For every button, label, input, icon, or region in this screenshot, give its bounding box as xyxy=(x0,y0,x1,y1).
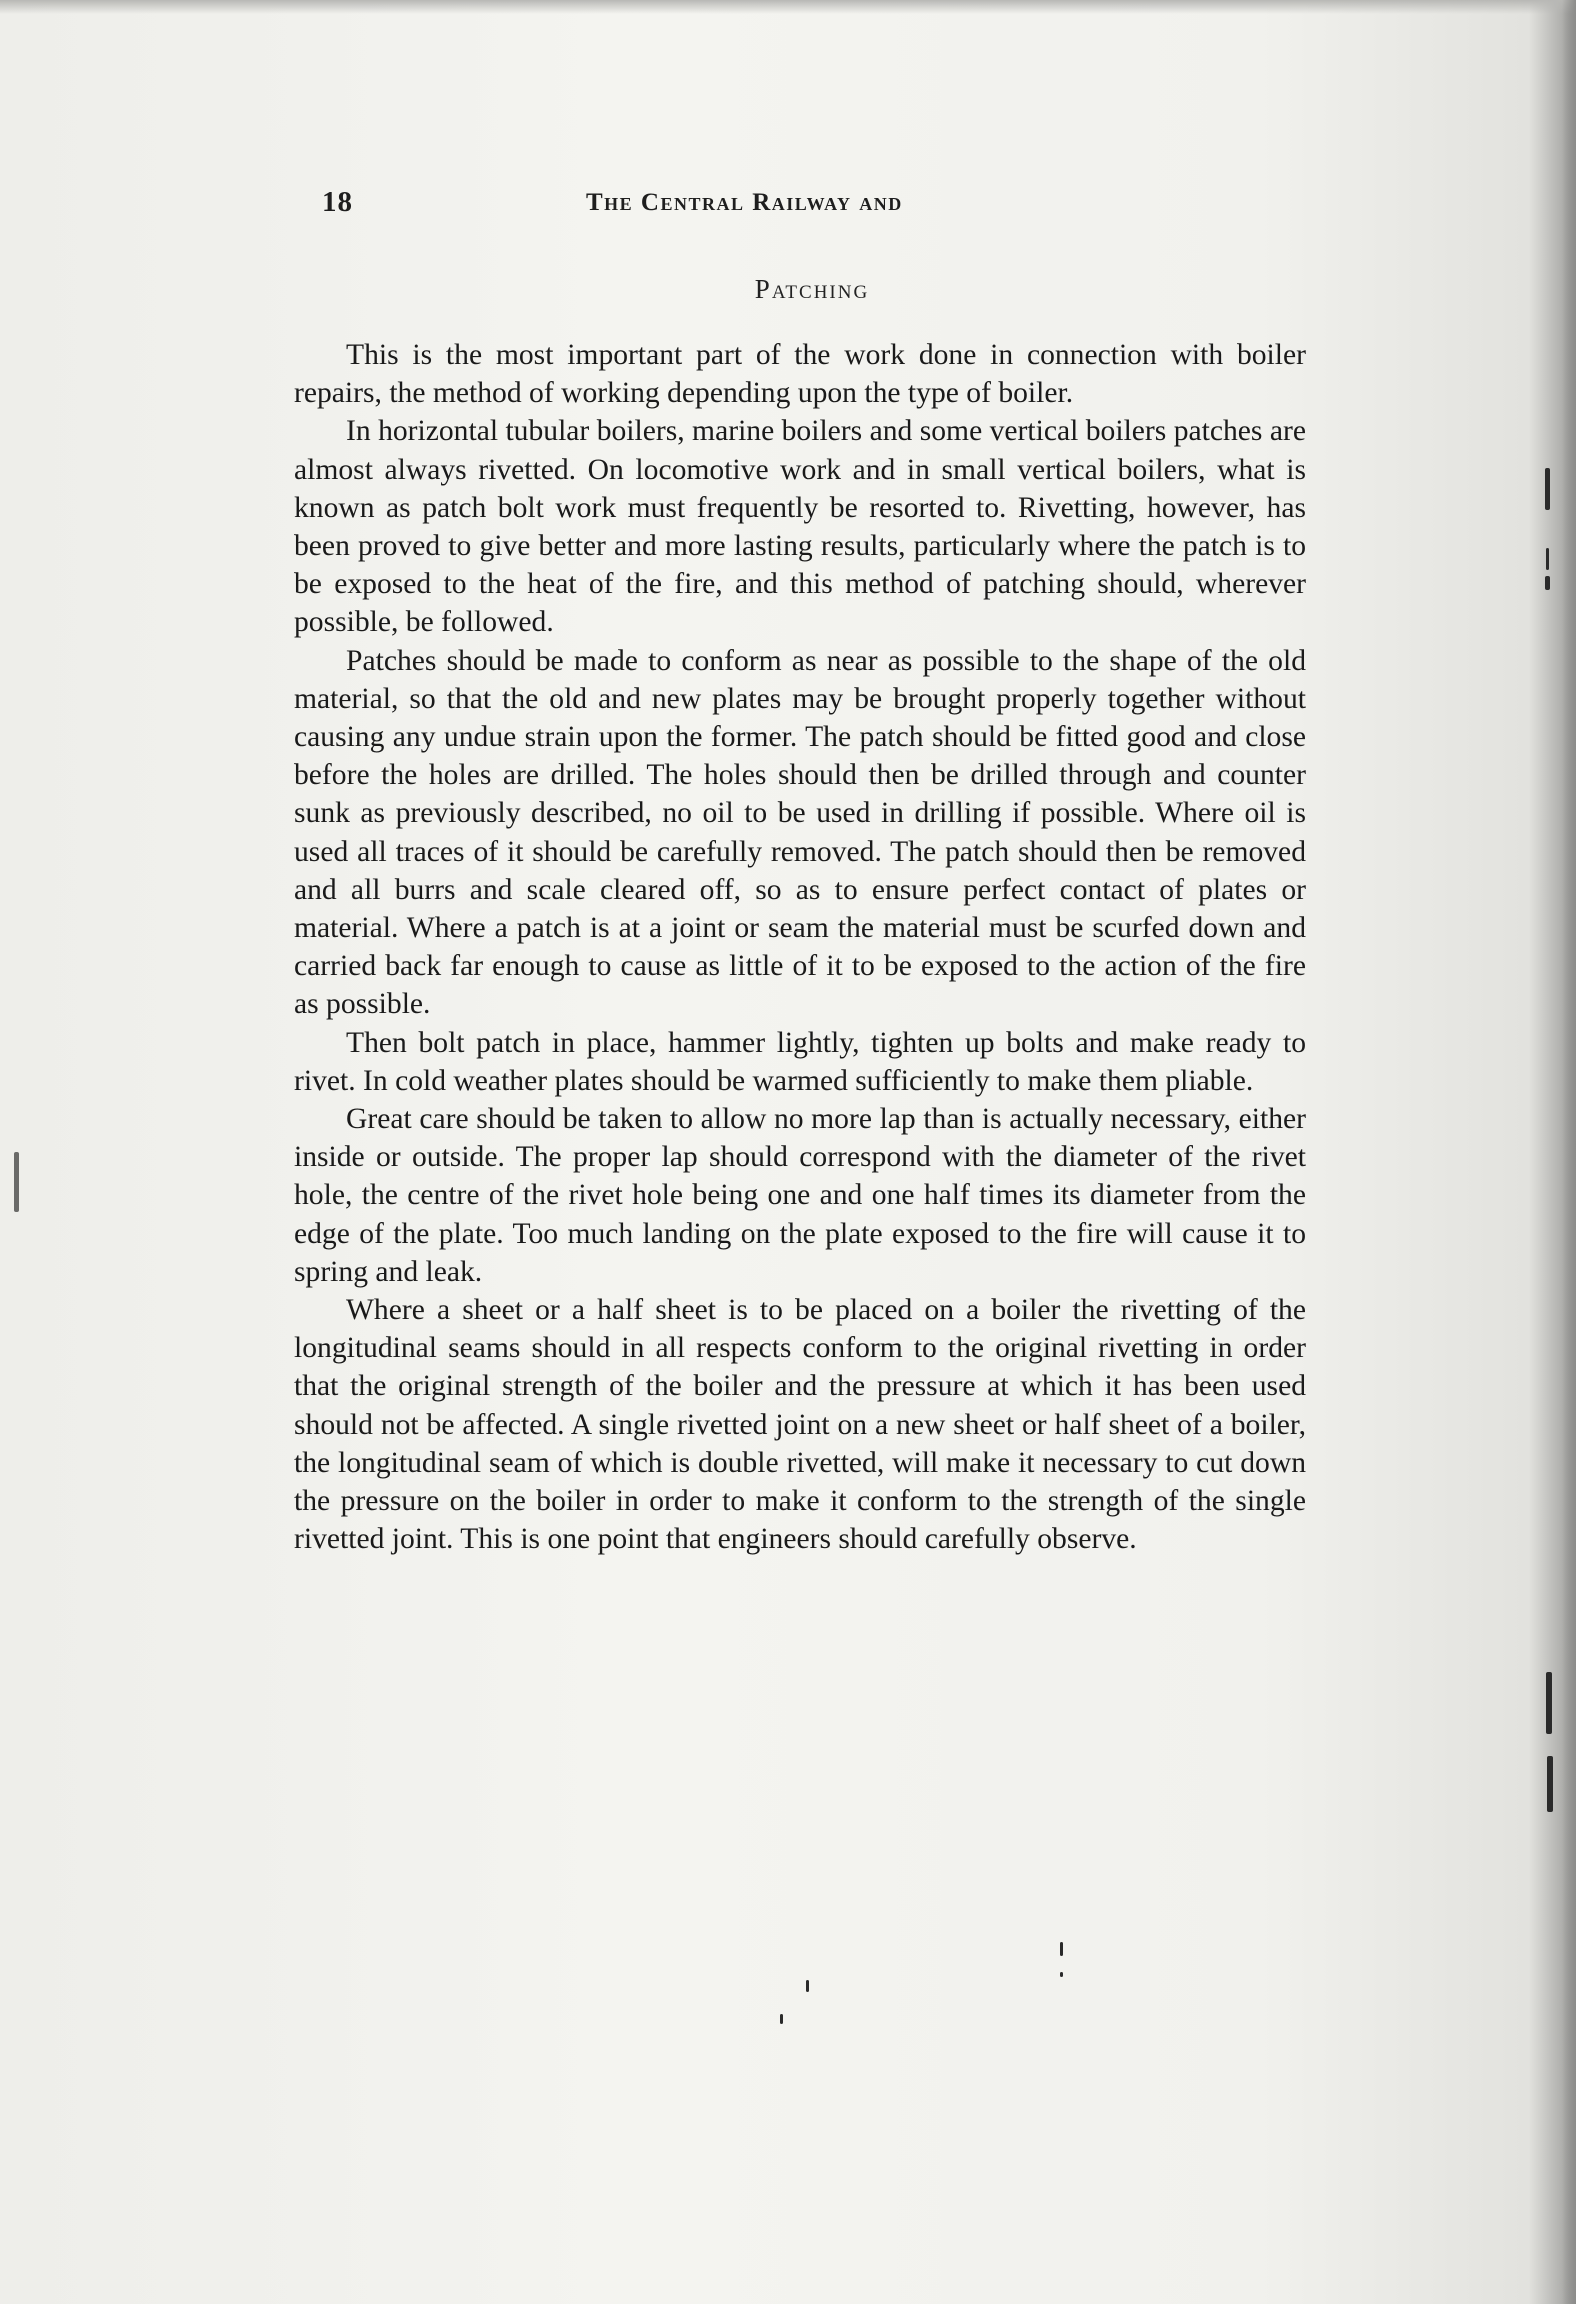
margin-mark xyxy=(1547,1756,1553,1812)
stray-mark xyxy=(1060,1972,1063,1977)
running-head xyxy=(322,186,1302,226)
margin-mark xyxy=(1545,576,1550,590)
running-title: The Central Railway and xyxy=(586,189,903,216)
stray-mark xyxy=(780,2014,783,2024)
stray-mark xyxy=(806,1980,809,1992)
paragraph: Great care should be taken to allow no more lap than is actually necessary, either inside or outside. The proper lap should correspond with the diameter of the rivet hole, the centre of the rivet hole being one and one half times its diameter from the edge of the plate. Too much landing on the plate exposed to the fire will cause it to spring and leak. xyxy=(294,1103,1306,1288)
paragraph: This is the most important part of the work done in connection with boiler repairs, the method of working depending upon the type of boiler. xyxy=(294,339,1306,410)
page-number: 18 xyxy=(322,186,353,218)
margin-mark xyxy=(14,1152,19,1212)
paragraph: Patches should be made to conform as near as possible to the shape of the old material, so that the old and new plates may be brought properly together without causing any undue strain upon the former. The patch should be fitted good and close before the holes are drilled. The holes should then be drilled through and counter sunk as previously described, no oil to be used in drilling if possible. Where oil is used all traces of it should be carefully removed. The patch should then be removed and all burrs and scale cleared off, so as to ensure perfect contact of plates or material. Where a patch is at a joint or seam the material must be scurfed down and carried back far enough to cause as little of it to be exposed to the action of the fire as possible. xyxy=(294,644,1306,1021)
paragraph: In horizontal tubular boilers, marine boilers and some vertical boilers patches are almost always rivetted. On locomotive work and in small vertical boilers, what is known as patch bolt work must frequently be resorted to. Rivetting, however, has been proved to give better and more lasting results, particularly where the patch is to be exposed to the heat of the fire, and this method of patching should, wherever possible, be followed. xyxy=(294,415,1306,639)
paragraph: Where a sheet or a half sheet is to be placed on a boiler the rivetting of the longitudinal seams should in all respects conform to the original rivetting in order that the original strength of the boiler and the pressure at which it has been used should not be affected. A single rivetted joint on a new sheet or half sheet of a boiler, the longitudinal seam of which is double rivetted, will make it necessary to cut down the pressure on the boiler in order to make it conform to the strength of the single rivetted joint. This is one point that engineers should carefully observe. xyxy=(294,1294,1306,1556)
stray-mark xyxy=(1060,1942,1063,1956)
body-text xyxy=(294,336,1306,1559)
margin-mark xyxy=(1545,468,1550,510)
page-top-shadow xyxy=(0,0,1576,14)
page-right-edge xyxy=(1562,0,1576,2304)
margin-mark xyxy=(1546,548,1549,570)
margin-mark xyxy=(1546,1672,1552,1734)
paragraph: Then bolt patch in place, hammer lightly, tighten up bolts and make ready to rivet. In cold weather plates should be warmed sufficiently to make them pliable. xyxy=(294,1026,1306,1097)
section-heading: Patching xyxy=(754,274,870,304)
